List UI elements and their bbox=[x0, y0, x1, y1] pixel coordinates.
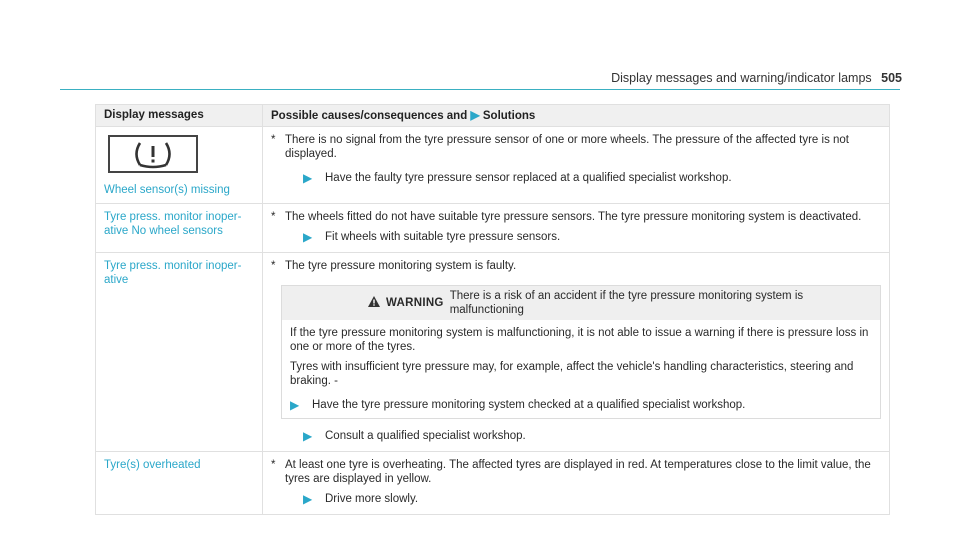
warning-paragraph: If the tyre pressure monitoring system is malfunctioning, it is not able to issue a warning if there is pressure loss in one or more of the tyres. bbox=[290, 327, 869, 353]
header-rule bbox=[60, 89, 900, 90]
warning-heading: There is a risk of an accident if the tyre pressure monitoring system is malfunctioning bbox=[449, 290, 804, 316]
cause-item bbox=[271, 133, 881, 161]
bullet-star: * bbox=[271, 459, 276, 471]
message-cell bbox=[96, 127, 263, 204]
bullet-star: * bbox=[271, 260, 276, 272]
cause-text: The wheels fitted do not have suitable tyre pressure sensors. The tyre pressure monitoring system is deactivated. bbox=[285, 211, 862, 223]
message-label: Tyre press. monitor inoper- ative bbox=[104, 260, 242, 286]
table-row bbox=[96, 452, 890, 515]
table-row bbox=[96, 253, 890, 452]
message-cell bbox=[96, 452, 263, 515]
solution-item bbox=[271, 230, 881, 244]
solution-text: Have the tyre pressure monitoring system checked at a qualified specialist workshop. bbox=[312, 399, 746, 411]
table-row bbox=[96, 204, 890, 253]
bullet-star: * bbox=[271, 211, 276, 223]
cause-item bbox=[271, 458, 881, 486]
warning-box bbox=[281, 285, 881, 419]
cause-text: The tyre pressure monitoring system is faulty. bbox=[285, 260, 517, 272]
arrow-icon: ▶ bbox=[303, 171, 313, 185]
running-header-title: Display messages and warning/indicator lamps bbox=[611, 71, 872, 85]
column-header-causes-label: Possible causes/consequences and bbox=[271, 110, 468, 122]
cause-item bbox=[271, 210, 881, 224]
column-header-messages: Display messages bbox=[96, 105, 263, 127]
message-cell bbox=[96, 204, 263, 253]
warning-title: WARNING bbox=[386, 297, 444, 309]
arrow-icon: ▶ bbox=[303, 492, 313, 506]
message-label: Wheel sensor(s) missing bbox=[104, 184, 230, 196]
solution-item bbox=[282, 398, 880, 412]
table-header-row bbox=[96, 105, 890, 127]
cause-text: At least one tyre is overheating. The affected tyres are displayed in red. At temperatures close to the limit value, the tyres are displayed in yellow. bbox=[285, 459, 871, 485]
cause-item bbox=[271, 259, 881, 273]
column-header-solutions-label: Solutions bbox=[482, 110, 536, 122]
solution-item bbox=[271, 492, 881, 506]
message-cell bbox=[96, 253, 263, 452]
running-header bbox=[611, 71, 902, 85]
column-header-causes bbox=[263, 105, 890, 127]
warning-header bbox=[282, 286, 880, 320]
tyre-pressure-warning-icon bbox=[108, 135, 198, 173]
table-row bbox=[96, 127, 890, 204]
solution-text: Consult a qualified specialist workshop. bbox=[325, 430, 526, 442]
message-label: Tyre press. monitor inoper- ative No wheel sensors bbox=[104, 211, 242, 237]
arrow-icon: ▶ bbox=[470, 108, 480, 122]
warning-triangle-icon bbox=[368, 296, 380, 311]
cause-text: There is no signal from the tyre pressure sensor of one or more wheels. The pressure of the affected tyre is not displayed. bbox=[285, 134, 849, 160]
message-label: Tyre(s) overheated bbox=[104, 459, 201, 471]
arrow-icon: ▶ bbox=[290, 398, 300, 412]
arrow-icon: ▶ bbox=[303, 429, 313, 443]
description-cell bbox=[263, 253, 890, 452]
solution-text: Drive more slowly. bbox=[325, 493, 419, 505]
page-number: 505 bbox=[881, 71, 902, 85]
description-cell bbox=[263, 204, 890, 253]
solution-item bbox=[271, 429, 881, 443]
display-messages-table bbox=[95, 104, 890, 515]
warning-paragraph: Tyres with insufficient tyre pressure may, for example, affect the vehicle's handling characteristics, steering and braking. - bbox=[290, 361, 854, 387]
description-cell bbox=[263, 452, 890, 515]
solution-text: Have the faulty tyre pressure sensor replaced at a qualified specialist workshop. bbox=[325, 172, 732, 184]
bullet-star: * bbox=[271, 134, 276, 146]
description-cell bbox=[263, 127, 890, 204]
solution-text: Fit wheels with suitable tyre pressure sensors. bbox=[325, 231, 561, 243]
solution-item bbox=[271, 171, 881, 185]
arrow-icon: ▶ bbox=[303, 230, 313, 244]
